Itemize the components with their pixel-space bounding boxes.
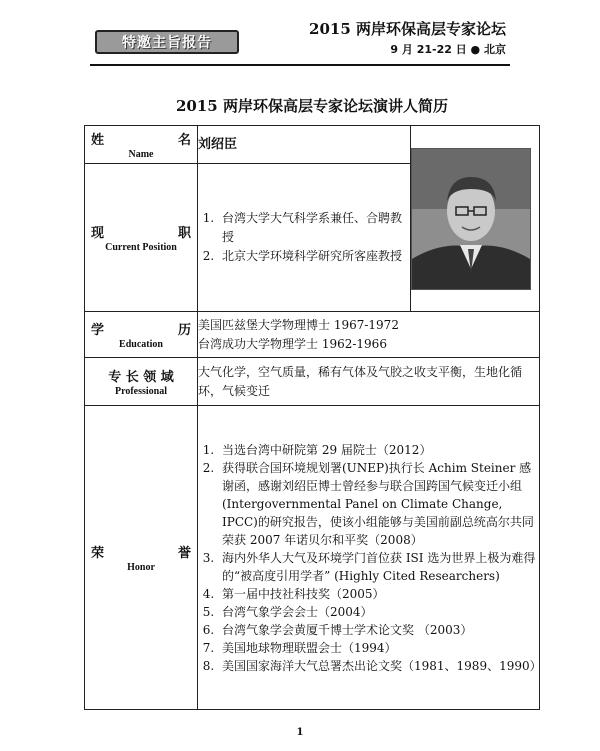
row-education xyxy=(85,312,540,358)
label-name-zh-2: 名 xyxy=(177,133,191,148)
honor-value xyxy=(198,406,540,710)
label-honor-en: Honor xyxy=(127,562,155,573)
honor-item: 6. 台湾气象学会黄厦千博士学术论文奖 （2003） xyxy=(218,621,539,639)
label-position xyxy=(85,164,198,312)
professional-value: 大气化学，空气质量，稀有气体及气胶之收支平衡，生地化循环，气候变迁 xyxy=(198,358,540,406)
label-education-zh-1: 学 xyxy=(91,323,105,338)
label-name-en: Name xyxy=(128,149,154,160)
honor-item: 3. 海内外华人大气及环境学门首位获 ISI 选为世界上极为难得的“被高度引用学者” (Highly Cited Researchers) xyxy=(218,549,539,585)
label-position-en: Current Position xyxy=(105,242,177,253)
label-position-zh-1: 现 xyxy=(91,226,105,241)
position-item: 2. 北京大学环境科学研究所客座教授 xyxy=(218,247,410,266)
page-number: 1 xyxy=(296,727,304,738)
label-name-zh-1: 姓 xyxy=(91,133,105,148)
header-divider xyxy=(90,64,510,66)
education-value xyxy=(198,312,540,358)
name-value: 刘绍臣 xyxy=(198,126,411,164)
row-name xyxy=(85,126,540,164)
event-title: 2015 两岸环保高层专家论坛 xyxy=(309,20,506,38)
honor-item: 4. 第一届中技社科技奖（2005） xyxy=(218,585,539,603)
portrait-photo xyxy=(411,148,531,290)
row-professional xyxy=(85,358,540,406)
position-item: 1. 台湾大学大气科学系兼任、合聘教授 xyxy=(218,209,410,247)
label-education-en: Education xyxy=(119,339,163,350)
label-education xyxy=(85,312,198,358)
photo-cell xyxy=(411,126,540,312)
label-honor-zh-2: 誉 xyxy=(177,546,191,561)
honor-item: 8. 美国国家海洋大气总署杰出论文奖（1981、1989、1990） xyxy=(218,657,539,675)
label-position-zh-2: 职 xyxy=(177,226,191,241)
honor-item: 7. 美国地球物理联盟会士（1994） xyxy=(218,639,539,657)
position-value xyxy=(198,164,411,312)
education-line: 美国匹兹堡大学物理博士 1967-1972 xyxy=(198,317,399,332)
education-line: 台湾成功大学物理学士 1962-1966 xyxy=(198,336,387,351)
honor-item: 2. 获得联合国环境规划署(UNEP)执行长 Achim Steiner 感谢函，感谢刘绍臣博士曾经参与联合国跨国气候变迁小组(Intergovernmental Panel on Climate Change, IPCC)的研究报告，使该小组能够与美国前副总统高尔共同荣获 2007 年诺贝尔和平奖（2008） xyxy=(218,459,539,549)
honor-item: 1. 当选台湾中研院第 29 届院士（2012） xyxy=(218,441,539,459)
label-education-zh-2: 历 xyxy=(177,323,191,338)
resume-table xyxy=(84,125,540,710)
label-professional-en: Professional xyxy=(114,386,168,397)
document-title: 2015 两岸环保高层专家论坛演讲人简历 xyxy=(176,97,448,115)
label-professional xyxy=(85,358,198,406)
header-badge: 特邀主旨报告 xyxy=(95,30,239,54)
label-honor-zh-1: 荣 xyxy=(91,546,105,561)
row-honor xyxy=(85,406,540,710)
label-professional-zh: 专 长 领 域 xyxy=(108,370,174,385)
event-date: 9 月 21-22 日 ● 北京 xyxy=(390,43,506,56)
portrait-illustration xyxy=(412,149,530,289)
honor-item: 5. 台湾气象学会会士（2004） xyxy=(218,603,539,621)
label-honor xyxy=(85,406,198,710)
label-name xyxy=(85,126,198,164)
